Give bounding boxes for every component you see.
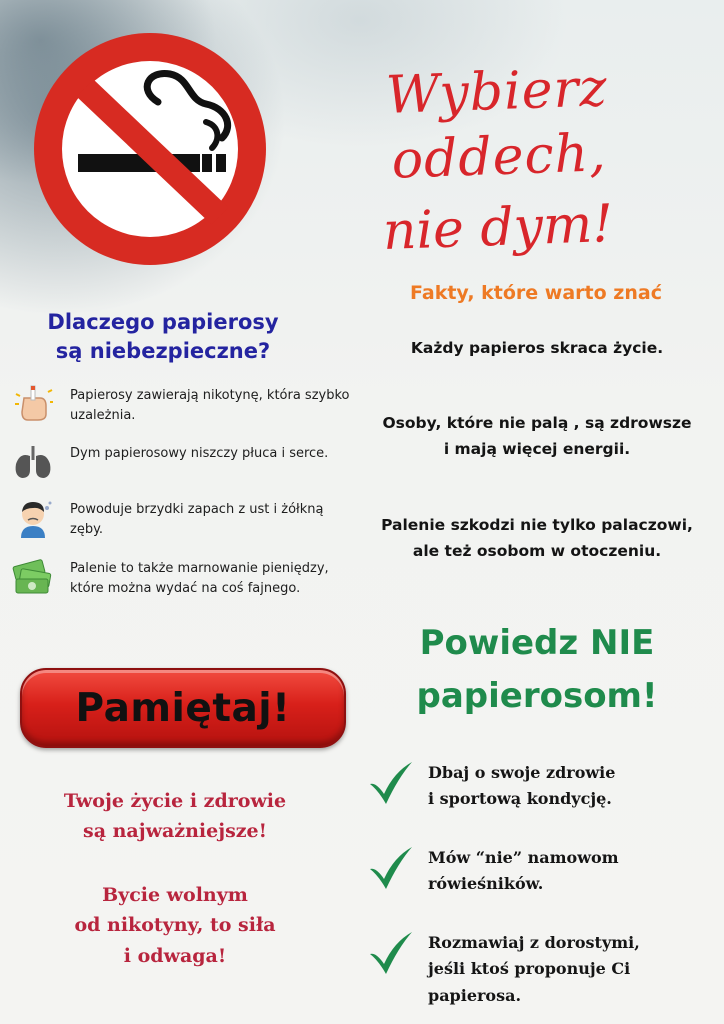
tip-line: Dbaj o swoje zdrowie: [428, 763, 616, 782]
why-heading-line-1: Dlaczego papierosy: [47, 310, 279, 334]
reason-text: Dym papierosowy niszczy płuca i serce.: [70, 446, 329, 462]
checkmark-icon: [366, 930, 414, 976]
reasons-list: [10, 384, 355, 615]
checkmark-icon: [366, 845, 414, 891]
cigarette-hand-icon: [10, 384, 56, 424]
list-item: [10, 384, 355, 426]
message-line: są najważniejsze!: [83, 820, 267, 843]
fact-item: Palenie szkodzi nie tylko palaczowi, ale też osobom w otoczeniu.: [381, 516, 693, 560]
message-line: od nikotyny, to siła: [74, 914, 276, 937]
headline-line-1: Wybierz oddech,: [385, 58, 609, 191]
remember-message-1: [20, 786, 330, 847]
headline: [278, 60, 718, 261]
reason-text: Powoduje brzydki zapach z ust i żółkną zęby.: [70, 502, 324, 538]
remember-message-2: [20, 880, 330, 971]
checkmark-icon: [366, 760, 414, 806]
tip-line: jeśli ktoś proponuje Ci: [428, 959, 631, 979]
tip-line: i sportową kondycję.: [428, 789, 612, 809]
fact-item: Każdy papieros skraca życie.: [410, 339, 664, 357]
message-line: i odwaga!: [123, 944, 227, 967]
tip-text: [428, 930, 640, 1009]
tip-text: [428, 760, 615, 813]
why-heading-line-2: są niebezpieczne?: [55, 339, 271, 364]
fact-item: Osoby, które nie palą , są zdrowsze i mają więcej energii.: [382, 414, 692, 458]
tip-text: [428, 845, 619, 898]
tip-line: papierosa.: [428, 985, 522, 1005]
message-line: Twoje życie i zdrowie: [63, 790, 287, 812]
remember-label: Pamiętaj!: [75, 685, 291, 731]
facts-heading: Fakty, które warto znać: [410, 282, 662, 304]
list-item: [10, 442, 355, 482]
tip-item: [366, 930, 716, 1009]
tip-item: [366, 845, 716, 898]
list-item: [10, 557, 355, 599]
headline-line-2: nie dym!: [381, 194, 615, 263]
reason-text: Papierosy zawierają nikotynę, która szybko uzależnia.: [70, 388, 350, 424]
say-no-line-2: papierosom!: [416, 675, 658, 716]
lungs-icon: [10, 442, 56, 482]
tip-line: rówieśników.: [428, 874, 544, 894]
tip-line: Rozmawiaj z dorostymi,: [428, 933, 640, 952]
no-smoking-icon: [30, 30, 270, 268]
sick-person-icon: [10, 498, 56, 538]
money-icon: [10, 557, 56, 597]
remember-banner: [20, 668, 346, 748]
list-item: [10, 498, 355, 540]
say-no-line-1: Powiedz NIE: [419, 623, 655, 663]
reason-text: Palenie to także marnowanie pieniędzy, które można wydać na coś fajnego.: [70, 560, 329, 596]
message-line: Bycie wolnym: [102, 884, 248, 906]
why-dangerous-heading: [18, 308, 308, 367]
tip-item: [366, 760, 716, 813]
tip-line: Mów “nie” namowom: [428, 848, 619, 867]
say-no-heading: [362, 617, 712, 722]
